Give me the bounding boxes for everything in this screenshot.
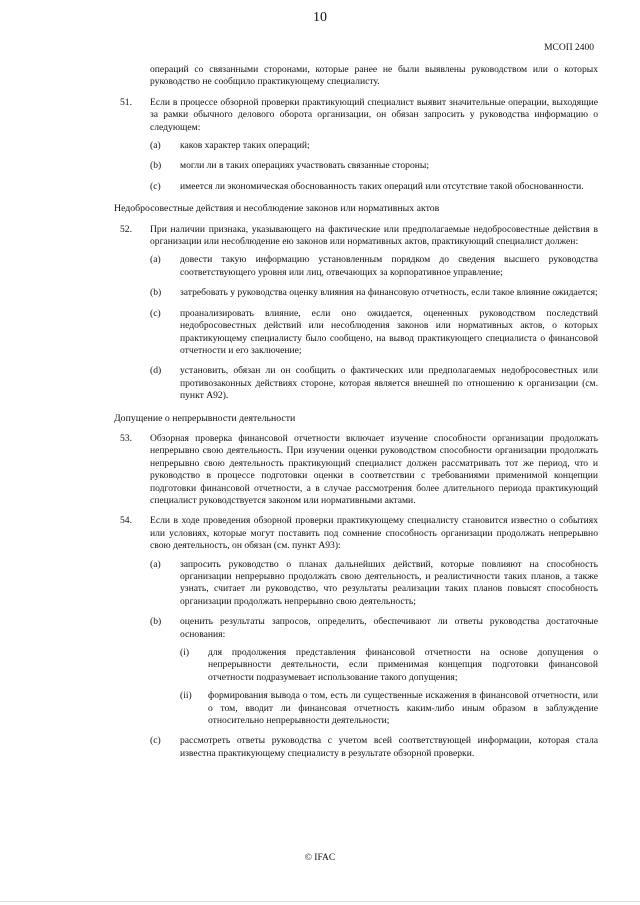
sub-list-label: (i) xyxy=(180,647,190,659)
list-label: (a) xyxy=(150,558,161,570)
section-heading-going-concern: Допущение о непрерывности деятельности xyxy=(114,412,296,424)
list-label: (c) xyxy=(150,307,161,319)
list-item xyxy=(150,735,598,760)
list-text: оценить результаты запросов, определить, обеспечивают ли ответы руководства достаточные основания: xyxy=(180,616,598,640)
continued-paragraph: операций со связанными сторонами, которые ранее не были выявлены руководством или о которых руководство не сообщило практикующему специалисту. xyxy=(150,64,598,88)
list-item xyxy=(150,616,598,727)
paragraph-52 xyxy=(118,224,598,403)
page-body xyxy=(114,64,598,760)
list-item xyxy=(150,287,598,299)
list-item xyxy=(150,160,598,172)
list-item xyxy=(150,365,598,402)
list-item xyxy=(150,140,598,152)
sub-list-text: формирования вывода о том, есть ли существенные искажения в финансовой отчетности, или о том, вводит ли финансовая отчетность каким-либо иным образом в заблуждение относительно непрерывности деятельности; xyxy=(208,690,598,727)
list-item xyxy=(150,308,598,358)
document-code: МСОП 2400 xyxy=(544,43,594,53)
list-text: довести такую информацию установленным порядком до сведения высшего руководства соответствующего уровня или лиц, отвечающих за корпоративное управление; xyxy=(180,254,598,278)
paragraph-text: Если в ходе проведения обзорной проверки практикующему специалисту становится известно о событиях или условиях, которые могут поставить под сомнение способность организации продолжать непрерывно свою деятельность, он обязан (см. пункт А93): xyxy=(150,515,598,552)
paragraph-text: Если в процессе обзорной проверки практикующий специалист выявит значительные операции, выходящие за рамки обычного делового оборота организации, он обязан запросить у руководства информацию о следующем: xyxy=(150,96,598,133)
section-heading-fraud: Недобросовестные действия и несоблюдение законов или нормативных актов xyxy=(114,203,440,215)
list-text: каков характер таких операций; xyxy=(180,140,310,152)
paragraph-53 xyxy=(118,433,598,507)
list-text: рассмотреть ответы руководства с учетом всей соответствующей информации, которая стала известна практикующему специалисту в результате обзорной проверки. xyxy=(180,735,598,759)
paragraph-text: Обзорная проверка финансовой отчетности включает изучение способности организации продолжать непрерывно свою деятельность. При изучении оценки руководством способности организации продолжать непрерывно свою деятельность практикующий специалист должен рассматривать тот же период, что и руководство в процессе подготовки оценки в соответствии с требованиями применимой концепции подготовки финансовой отчетности, а в случае рассмотрения более длительного периода практикующий специалист руководствуется законом или нормативными актами. xyxy=(150,432,598,506)
list-item xyxy=(150,254,598,279)
list-label: (b) xyxy=(150,616,162,628)
list-text: установить, обязан ли он сообщить о фактических или предполагаемых недобросовестных или противозаконных действиях стороне, которая является внешней по отношению к организации (см. пункт А92). xyxy=(180,365,598,402)
paragraph-number: 52. xyxy=(120,223,132,235)
scan-edge-divider xyxy=(0,901,640,902)
list-label: (b) xyxy=(150,160,162,172)
list-label: (a) xyxy=(150,140,161,152)
list-item xyxy=(150,559,598,609)
sub-list-item xyxy=(180,690,598,727)
paragraph-number: 54. xyxy=(120,515,132,527)
sub-list-text: для продолжения представления финансовой отчетности на основе допущения о непрерывности деятельности, если применимая концепция подготовки финансовой отчетности подразумевает использование такого допущения; xyxy=(208,647,598,683)
list-label: (a) xyxy=(150,254,161,266)
list-text: могли ли в таких операциях участвовать связанные стороны; xyxy=(180,160,429,172)
list-label: (d) xyxy=(150,365,162,377)
list-text: проанализировать влияние, если оно ожидается, оцененных руководством последствий недобросовестных действий или несоблюдения законов или нормативных актов, о которых практикующему специалисту было сообщено, на вывод практикующего специалиста о финансовой отчетности и его заключение; xyxy=(180,307,598,356)
sub-list-label: (ii) xyxy=(180,690,192,702)
page-number: 10 xyxy=(313,10,327,25)
paragraph-number: 51. xyxy=(120,96,132,108)
paragraph-number: 53. xyxy=(120,432,132,444)
paragraph-54 xyxy=(118,515,598,760)
list-text: имеется ли экономическая обоснованность таких операций или отсутствие такой обоснованности. xyxy=(180,180,584,192)
sub-list-item xyxy=(180,647,598,684)
list-label: (b) xyxy=(150,287,162,299)
list-text: затребовать у руководства оценку влияния на финансовую отчетность, если такое влияние ожидается; xyxy=(180,287,598,299)
list-text: запросить руководство о планах дальнейших действий, которые повлияют на способность организации непрерывно продолжать свою деятельность, и реалистичности таких планов, а также узнать, считает ли руководство, что результаты реализации таких планов повысят способность организации продолжать непрерывно свою деятельность; xyxy=(180,558,598,607)
paragraph-51 xyxy=(118,97,598,193)
copyright-footer: © IFAC xyxy=(304,853,336,863)
list-label: (c) xyxy=(150,735,161,747)
list-item xyxy=(150,181,598,193)
paragraph-text: При наличии признака, указывающего на фактические или предполагаемые недобросовестные действия в организации или несоблюдение ею законов или нормативных актов, практикующий специалист должен: xyxy=(150,223,598,248)
list-label: (c) xyxy=(150,180,161,192)
